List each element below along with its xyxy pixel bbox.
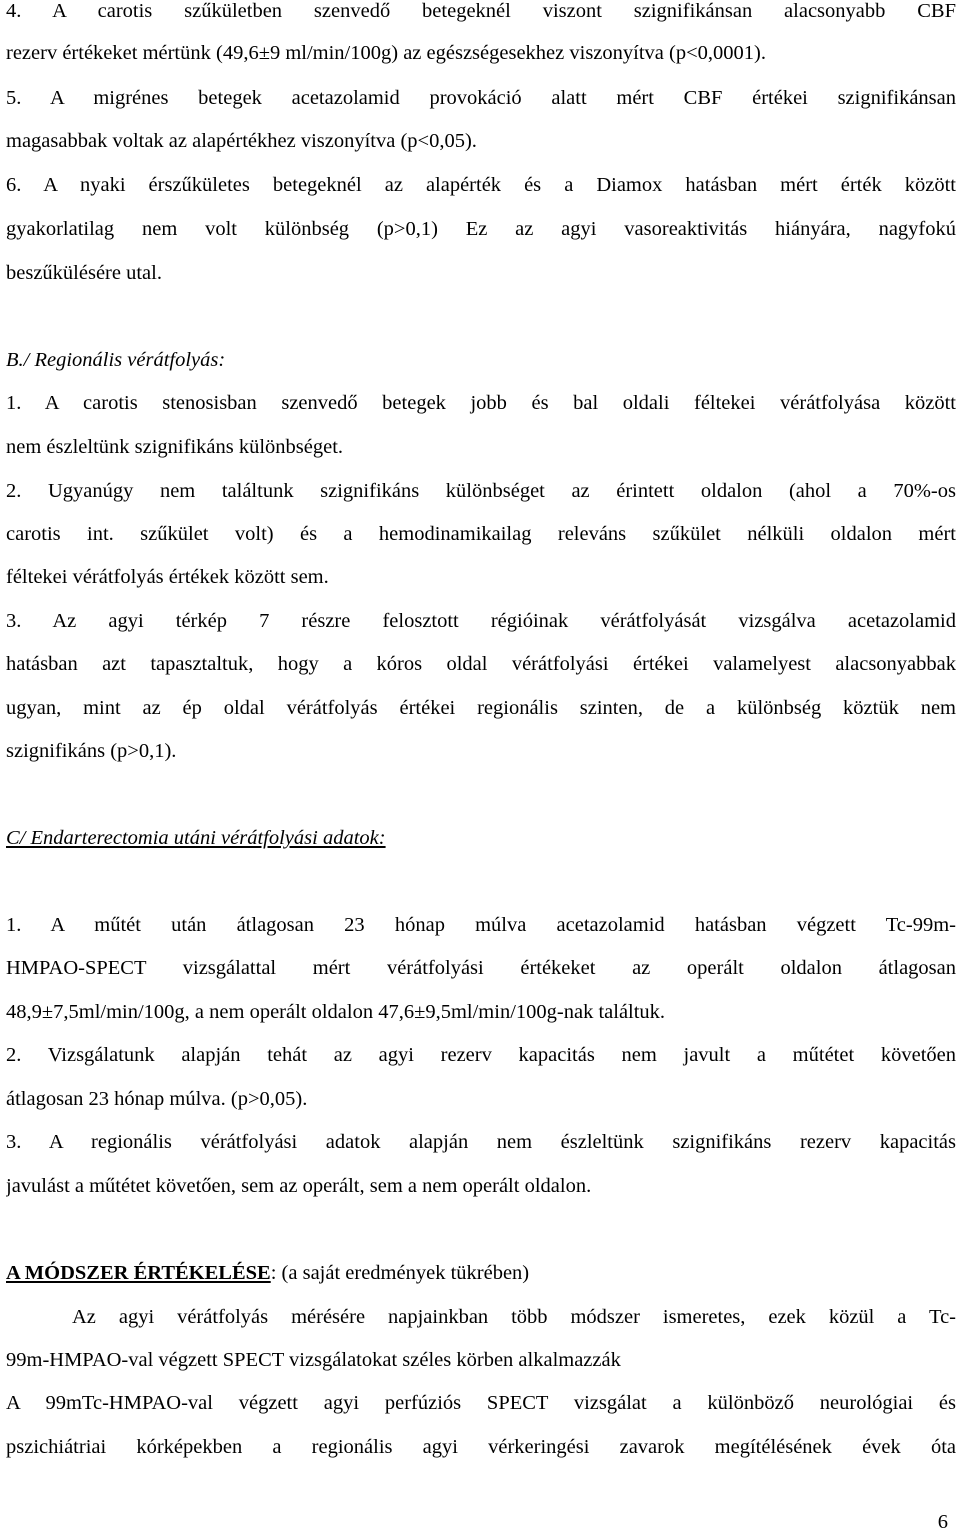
text-line: szignifikáns (p>0,1). [6,740,177,762]
text-line: ugyan, mint az ép oldal vérátfolyás értékei regionális szinten, de a különbség köztük nem [6,697,956,719]
text-line: hatásban azt tapasztaltuk, hogy a kóros oldal vérátfolyási értékei valamelyest alacsonyabbak [6,653,956,675]
method-heading-rest: : (a saját eredmények tükrében) [270,1262,530,1284]
section-heading-endarterectomy: C/ Endarterectomia utáni vérátfolyási adatok: [6,827,386,849]
text-line: 3. A regionális vérátfolyási adatok alapján nem észleltünk szignifikáns rezerv kapacitás [6,1131,956,1153]
text-line: 48,9±7,5ml/min/100g, a nem operált oldalon 47,6±9,5ml/min/100g-nak találtuk. [6,1001,666,1023]
text-line: magasabbak voltak az alapértékhez viszonyítva (p<0,05). [6,130,477,152]
text-line: Az agyi vérátfolyás mérésére napjainkban több módszer ismeretes, ezek közül a Tc- [72,1306,956,1328]
text-line: 1. A műtét után átlagosan 23 hónap múlva acetazolamid hatásban végzett Tc-99m- [6,914,956,936]
text-line: pszichiátriai kórképekben a regionális agyi vérkeringési zavarok megítélésének évek óta [6,1436,956,1458]
text-line: 2. Ugyanúgy nem találtunk szignifikáns különbséget az érintett oldalon (ahol a 70%-os [6,480,956,502]
text-line: A 99mTc-HMPAO-val végzett agyi perfúziós SPECT vizsgálat a különböző neurológiai és [6,1392,956,1414]
section-heading-regional-flow: B./ Regionális vérátfolyás: [6,349,226,371]
text-line: 6. A nyaki érszűkületes betegeknél az alapérték és a Diamox hatásban mért érték között [6,174,956,196]
text-line: 99m-HMPAO-val végzett SPECT vizsgálatokat széles körben alkalmazzák [6,1349,621,1371]
text-line: HMPAO-SPECT vizsgálattal mért vérátfolyási értékeket az operált oldalon átlagosan [6,957,956,979]
text-line: 3. Az agyi térkép 7 részre felosztott régióinak vérátfolyását vizsgálva acetazolamid [6,610,956,632]
text-line: féltekei vérátfolyás értékek között sem. [6,566,329,588]
text-line: gyakorlatilag nem volt különbség (p>0,1) Ez az agyi vasoreaktivitás hiányára, nagyfokú [6,218,956,240]
text-line: 2. Vizsgálatunk alapján tehát az agyi rezerv kapacitás nem javult a műtétet követően [6,1044,956,1066]
text-line: 1. A carotis stenosisban szenvedő betegek jobb és bal oldali féltekei vérátfolyása között [6,392,956,414]
text-line: beszűkülésére utal. [6,262,162,284]
text-line: carotis int. szűkület volt) és a hemodinamikailag releváns szűkület nélküli oldalon mért [6,523,956,545]
text-line: 4. A carotis szűkületben szenvedő betegeknél viszont szignifikánsan alacsonyabb CBF [6,0,956,22]
text-line: javulást a műtétet követően, sem az operált, sem a nem operált oldalon. [6,1175,592,1197]
document-page [6,0,956,1537]
text-line: 5. A migrénes betegek acetazolamid provokáció alatt mért CBF értékei szignifikánsan [6,87,956,109]
method-heading-bold: A MÓDSZER ÉRTÉKELÉSE [6,1262,271,1284]
text-line: átlagosan 23 hónap múlva. (p>0,05). [6,1088,308,1110]
text-line: rezerv értékeket mértünk (49,6±9 ml/min/100g) az egészségesekhez viszonyítva (p<0,0001). [6,42,766,64]
text-line: nem észleltünk szignifikáns különbséget. [6,436,344,458]
page-number: 6 [937,1511,948,1533]
section-heading-method-evaluation [6,1258,956,1288]
